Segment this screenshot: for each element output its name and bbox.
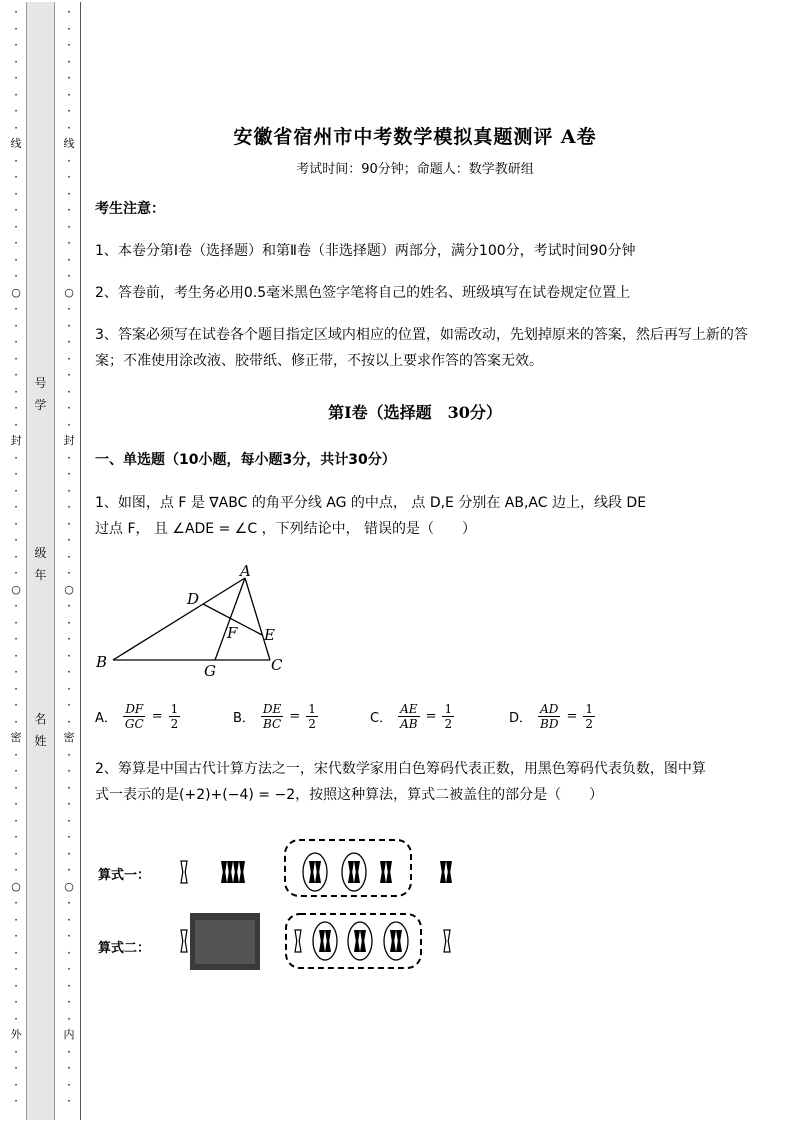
option-a[interactable]: A． $\frac{DF}{GC}$ = $\frac{1}{2}$ [95, 702, 179, 731]
point-c: C [271, 656, 283, 674]
seal-dot: · [67, 929, 71, 943]
seal-dot: · [67, 335, 71, 349]
seal-dot: · [14, 549, 18, 564]
seal-dot: · [67, 962, 71, 976]
seal-dot: · [14, 599, 18, 613]
seal-dot: · [67, 813, 71, 828]
seal-dot: · [67, 467, 71, 481]
circle-1 [303, 853, 327, 891]
label-xue: 学 [34, 398, 47, 412]
seal-dot: · [67, 500, 71, 514]
seal-dot: · [67, 38, 71, 52]
seal-dot: · [14, 764, 18, 778]
seal-dot: · [67, 269, 71, 283]
binding-line [80, 2, 81, 1120]
option-a-fraction: $\frac{DF}{GC}$ [124, 702, 144, 731]
option-b-fraction: $\frac{DE}{BC}$ [262, 702, 282, 731]
seal-dot: · [67, 747, 71, 762]
page-subtitle: 考试时间：90分钟；命题人：数学教研组 [296, 162, 534, 177]
seal-dot: · [14, 978, 18, 993]
seal-dot: · [14, 153, 18, 168]
seal-dot: · [14, 566, 18, 580]
seal-dot: · [67, 615, 71, 630]
seal-dot: · [14, 219, 18, 234]
q1-line-1: 1、如图，点 F 是 ∇ABC 的角平分线 AG 的中点， 点 D,E 分别在 AB,AC 边上，线段 DE [95, 495, 647, 511]
seal-dot: · [67, 170, 71, 184]
point-e: E [264, 626, 275, 644]
seal-dot: · [14, 533, 18, 547]
seal-dot: · [14, 896, 18, 910]
seal-dot: · [14, 665, 18, 679]
point-f: F [227, 624, 238, 642]
part-heading: 一、单选题（10小题，每小题3分，共计30分） [95, 452, 396, 468]
student-info-strip [26, 2, 55, 1120]
notice-item-2: 2、答卷前，考生务必用0.5毫米黑色签字笔将自己的姓名、班级填写在试卷规定位置上 [95, 285, 631, 301]
seal-dot: · [67, 1061, 71, 1075]
seal-dot: · [67, 978, 71, 993]
seal-dot: · [14, 252, 18, 267]
seal-dot: · [14, 500, 18, 514]
seal-dot: · [14, 830, 18, 844]
seal-dot: · [14, 929, 18, 943]
seal-dot: · [67, 203, 71, 217]
seal-dot: · [14, 120, 18, 135]
bisector-ag [215, 578, 245, 660]
seal-dot: · [67, 186, 71, 201]
point-b: B [96, 653, 108, 671]
seal-dot: · [67, 995, 71, 1009]
seal-dot: · [67, 780, 71, 795]
seal-dot: · [14, 780, 18, 795]
seal-dot: · [14, 450, 18, 465]
seal-dot: · [67, 764, 71, 778]
seal-dot: · [14, 269, 18, 283]
seal-dot: · [67, 104, 71, 118]
seal-dot: · [67, 318, 71, 333]
point-g: G [204, 662, 216, 680]
seal-dot: · [14, 962, 18, 976]
seal-dot: · [67, 863, 71, 877]
seal-dot: · [67, 417, 71, 432]
seal-dot: · [67, 681, 71, 696]
seal-mark: ○ [64, 879, 74, 893]
formula-2-dashed-box [286, 914, 421, 968]
seal-mark: 密 [63, 731, 75, 744]
seal-mark: ○ [64, 285, 74, 299]
seal-dot: · [14, 351, 18, 366]
seal-dot: · [67, 71, 71, 85]
seal-dot: · [67, 533, 71, 547]
seal-dot: · [67, 549, 71, 564]
seal-dot: · [14, 632, 18, 646]
seal-dot: · [67, 302, 71, 316]
seal-dot: · [14, 995, 18, 1009]
seal-dot: · [67, 945, 71, 960]
seal-dot: · [14, 170, 18, 184]
q1-line-2: 过点 F， 且 ∠ADE = ∠C ，下列结论中， 错误的是（ ） [95, 521, 477, 537]
seal-dot: · [14, 797, 18, 811]
seal-mark: ○ [11, 879, 21, 893]
seal-dot: · [14, 318, 18, 333]
label-ji: 级 [34, 546, 47, 560]
seal-dot: · [67, 632, 71, 646]
seal-dot: · [14, 615, 18, 630]
seal-dot: · [67, 1094, 71, 1108]
seal-dot: · [14, 384, 18, 399]
notice-heading: 考生注意： [95, 201, 165, 217]
notice-item-1: 1、本卷分第Ⅰ卷（选择题）和第Ⅱ卷（非选择题）两部分，满分100分，考试时间90分钟 [95, 243, 636, 259]
seal-dot: · [14, 5, 18, 19]
seal-dot: · [14, 186, 18, 201]
seal-dot: · [14, 846, 18, 861]
seal-mark: ○ [64, 582, 74, 596]
seal-dot: · [14, 467, 18, 481]
label-xing: 姓 [34, 734, 47, 748]
q2-line-1: 2、筹算是中国古代计算方法之一，宋代数学家用白色筹码代表正数，用黑色筹码代表负数，图中算 [95, 761, 706, 777]
option-d-fraction: $\frac{AD}{BD}$ [540, 702, 559, 731]
option-c-fraction: $\frac{AE}{AB}$ [400, 702, 418, 731]
seal-dot: · [67, 714, 71, 729]
seal-dot: · [67, 648, 71, 663]
seal-dot: · [14, 104, 18, 118]
seal-dot: · [67, 450, 71, 465]
seal-dot: · [14, 1077, 18, 1092]
formula-1-rods [181, 840, 452, 896]
seal-dot: · [67, 5, 71, 19]
seal-dot: · [67, 219, 71, 234]
seal-dot: · [67, 252, 71, 267]
seal-dot: · [14, 87, 18, 102]
seal-mark: 封 [10, 434, 22, 447]
section-title: 第Ⅰ卷（选择题 30分） [328, 403, 502, 422]
outer-seal-column [10, 4, 22, 1110]
formula-2-label: 算式二： [98, 941, 151, 956]
seal-mark: 线 [10, 137, 22, 150]
seal-dot: · [14, 863, 18, 877]
label-ming: 名 [34, 712, 47, 726]
counting-rods-figure [155, 830, 575, 980]
seal-dot: · [67, 830, 71, 844]
seal-dot: · [67, 665, 71, 679]
seal-dot: · [67, 846, 71, 861]
inner-seal-column [63, 4, 75, 1110]
seal-dot: · [14, 54, 18, 69]
seal-dot: · [14, 648, 18, 663]
option-b[interactable]: B． $\frac{DE}{BC}$ = $\frac{1}{2}$ [233, 702, 316, 731]
seal-mark: ○ [11, 285, 21, 299]
page-title: 安徽省宿州市中考数学模拟真题测评 A卷 [233, 126, 597, 148]
seal-dot: · [67, 87, 71, 102]
notice-item-3: 3、答案必须写在试卷各个题目指定区域内相应的位置，如需改动，先划掉原来的答案，然后再写上新的答案；不准使用涂改液、胶带纸、修正带，不按以上要求作答的答案无效。 [95, 327, 748, 369]
label-hao: 号 [34, 376, 47, 390]
side-ac [245, 578, 270, 660]
seal-dot: · [67, 698, 71, 712]
seal-dot: · [14, 335, 18, 349]
triangle-figure [95, 560, 295, 680]
seal-dot: · [14, 681, 18, 696]
seal-dot: · [67, 599, 71, 613]
seal-dot: · [14, 1094, 18, 1108]
seal-dot: · [14, 1061, 18, 1075]
seal-dot: · [14, 945, 18, 960]
seal-dot: · [67, 153, 71, 168]
seal-mark: ○ [11, 582, 21, 596]
seal-dot: · [67, 120, 71, 135]
seal-dot: · [14, 368, 18, 382]
seal-dot: · [67, 384, 71, 399]
seal-dot: · [67, 1044, 71, 1059]
side-ab [113, 578, 245, 660]
seal-dot: · [67, 912, 71, 927]
seal-dot: · [14, 714, 18, 729]
seal-dot: · [14, 401, 18, 415]
seal-dot: · [67, 236, 71, 250]
seal-dot: · [67, 1077, 71, 1092]
seal-mark: 线 [63, 137, 75, 150]
seal-dot: · [14, 1044, 18, 1059]
seal-mark: 内 [63, 1028, 75, 1041]
option-c[interactable]: C． $\frac{AE}{AB}$ = $\frac{1}{2}$ [370, 702, 453, 731]
seal-dot: · [67, 351, 71, 366]
option-d[interactable]: D． $\frac{AD}{BD}$ = $\frac{1}{2}$ [509, 702, 594, 731]
seal-dot: · [14, 813, 18, 828]
seal-dot: · [67, 516, 71, 531]
binding-margin [0, 0, 82, 1123]
seal-mark: 外 [10, 1028, 22, 1041]
seal-dot: · [14, 912, 18, 927]
q2-line-2: 式一表示的是(+2)+(−4) = −2，按照这种算法，算式二被盖住的部分是（ ） [95, 787, 604, 803]
seal-dot: · [14, 203, 18, 217]
seal-dot: · [67, 797, 71, 811]
seal-dot: · [14, 747, 18, 762]
seal-dot: · [67, 566, 71, 580]
seal-dot: · [14, 71, 18, 85]
seal-dot: · [14, 302, 18, 316]
seal-dot: · [14, 483, 18, 498]
seal-dot: · [67, 401, 71, 415]
seal-dot: · [14, 1011, 18, 1026]
seal-dot: · [67, 1011, 71, 1026]
seal-mark: 封 [63, 434, 75, 447]
formula-1-label: 算式一： [98, 868, 151, 883]
seal-dot: · [67, 368, 71, 382]
seal-dot: · [14, 516, 18, 531]
seal-dot: · [14, 21, 18, 36]
seal-dot: · [14, 38, 18, 52]
formula-2-rods [181, 913, 450, 970]
seal-dot: · [67, 21, 71, 36]
circle-2 [342, 853, 366, 891]
seal-dot: · [67, 896, 71, 910]
seal-dot: · [14, 236, 18, 250]
seal-dot: · [14, 417, 18, 432]
seal-dot: · [14, 698, 18, 712]
seal-mark: 密 [10, 731, 22, 744]
label-nian: 年 [34, 568, 47, 582]
seal-dot: · [67, 483, 71, 498]
seal-dot: · [67, 54, 71, 69]
point-d: D [187, 590, 200, 608]
point-a: A [240, 562, 251, 580]
